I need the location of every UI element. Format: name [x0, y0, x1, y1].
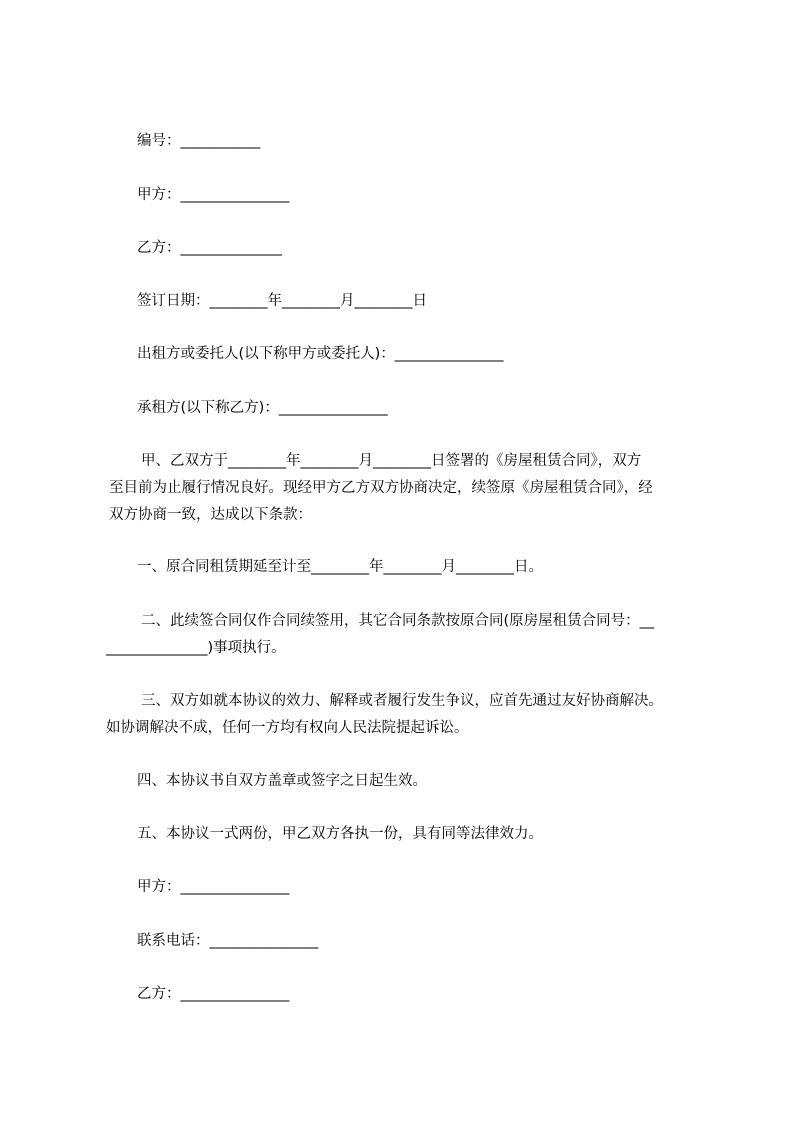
signature-party-b: 乙方：_______________	[137, 986, 290, 1002]
signature-party-a: 甲方：_______________	[137, 879, 290, 895]
lessee-field: 承租方(以下称乙方)：_______________	[137, 400, 388, 416]
intro-paragraph-line-2: 至目前为止履行情况良好。现经甲方乙方双方协商决定，续签原《房屋租赁合同》，经	[109, 480, 653, 496]
intro-paragraph-line-3: 双方协商一致，达成以下条款：	[109, 507, 312, 523]
contract-number-field: 编号：___________	[137, 133, 261, 149]
clause-2-line-1: 二、此续签合同仅作合同续签用，其它合同条款按原合同(原房屋租赁合同号：__	[141, 613, 655, 629]
clause-3-line-1: 三、双方如就本协议的效力、解释或者履行发生争议，应首先通过友好协商解决。	[141, 693, 663, 709]
clause-2-line-2: ______________)事项执行。	[106, 640, 286, 656]
clause-5: 五、本协议一式两份，甲乙双方各执一份，具有同等法律效力。	[137, 826, 543, 842]
signing-date-field: 签订日期：________年________月________日	[137, 293, 427, 309]
clause-1: 一、原合同租赁期延至计至________年________月________日。	[137, 559, 543, 575]
clause-4: 四、本协议书自双方盖章或签字之日起生效。	[137, 773, 427, 789]
clause-3-line-2: 如协调解决不成，任何一方均有权向人民法院提起诉讼。	[106, 720, 469, 736]
party-b-field: 乙方：______________	[137, 240, 282, 256]
signature-phone: 联系电话：_______________	[137, 933, 319, 949]
intro-paragraph-line-1: 甲、乙双方于________年________月________日签署的《房屋租赁合同》，双方	[141, 453, 642, 469]
lessor-field: 出租方或委托人(以下称甲方或委托人)：_______________	[137, 346, 504, 362]
party-a-field: 甲方：_______________	[137, 187, 290, 203]
